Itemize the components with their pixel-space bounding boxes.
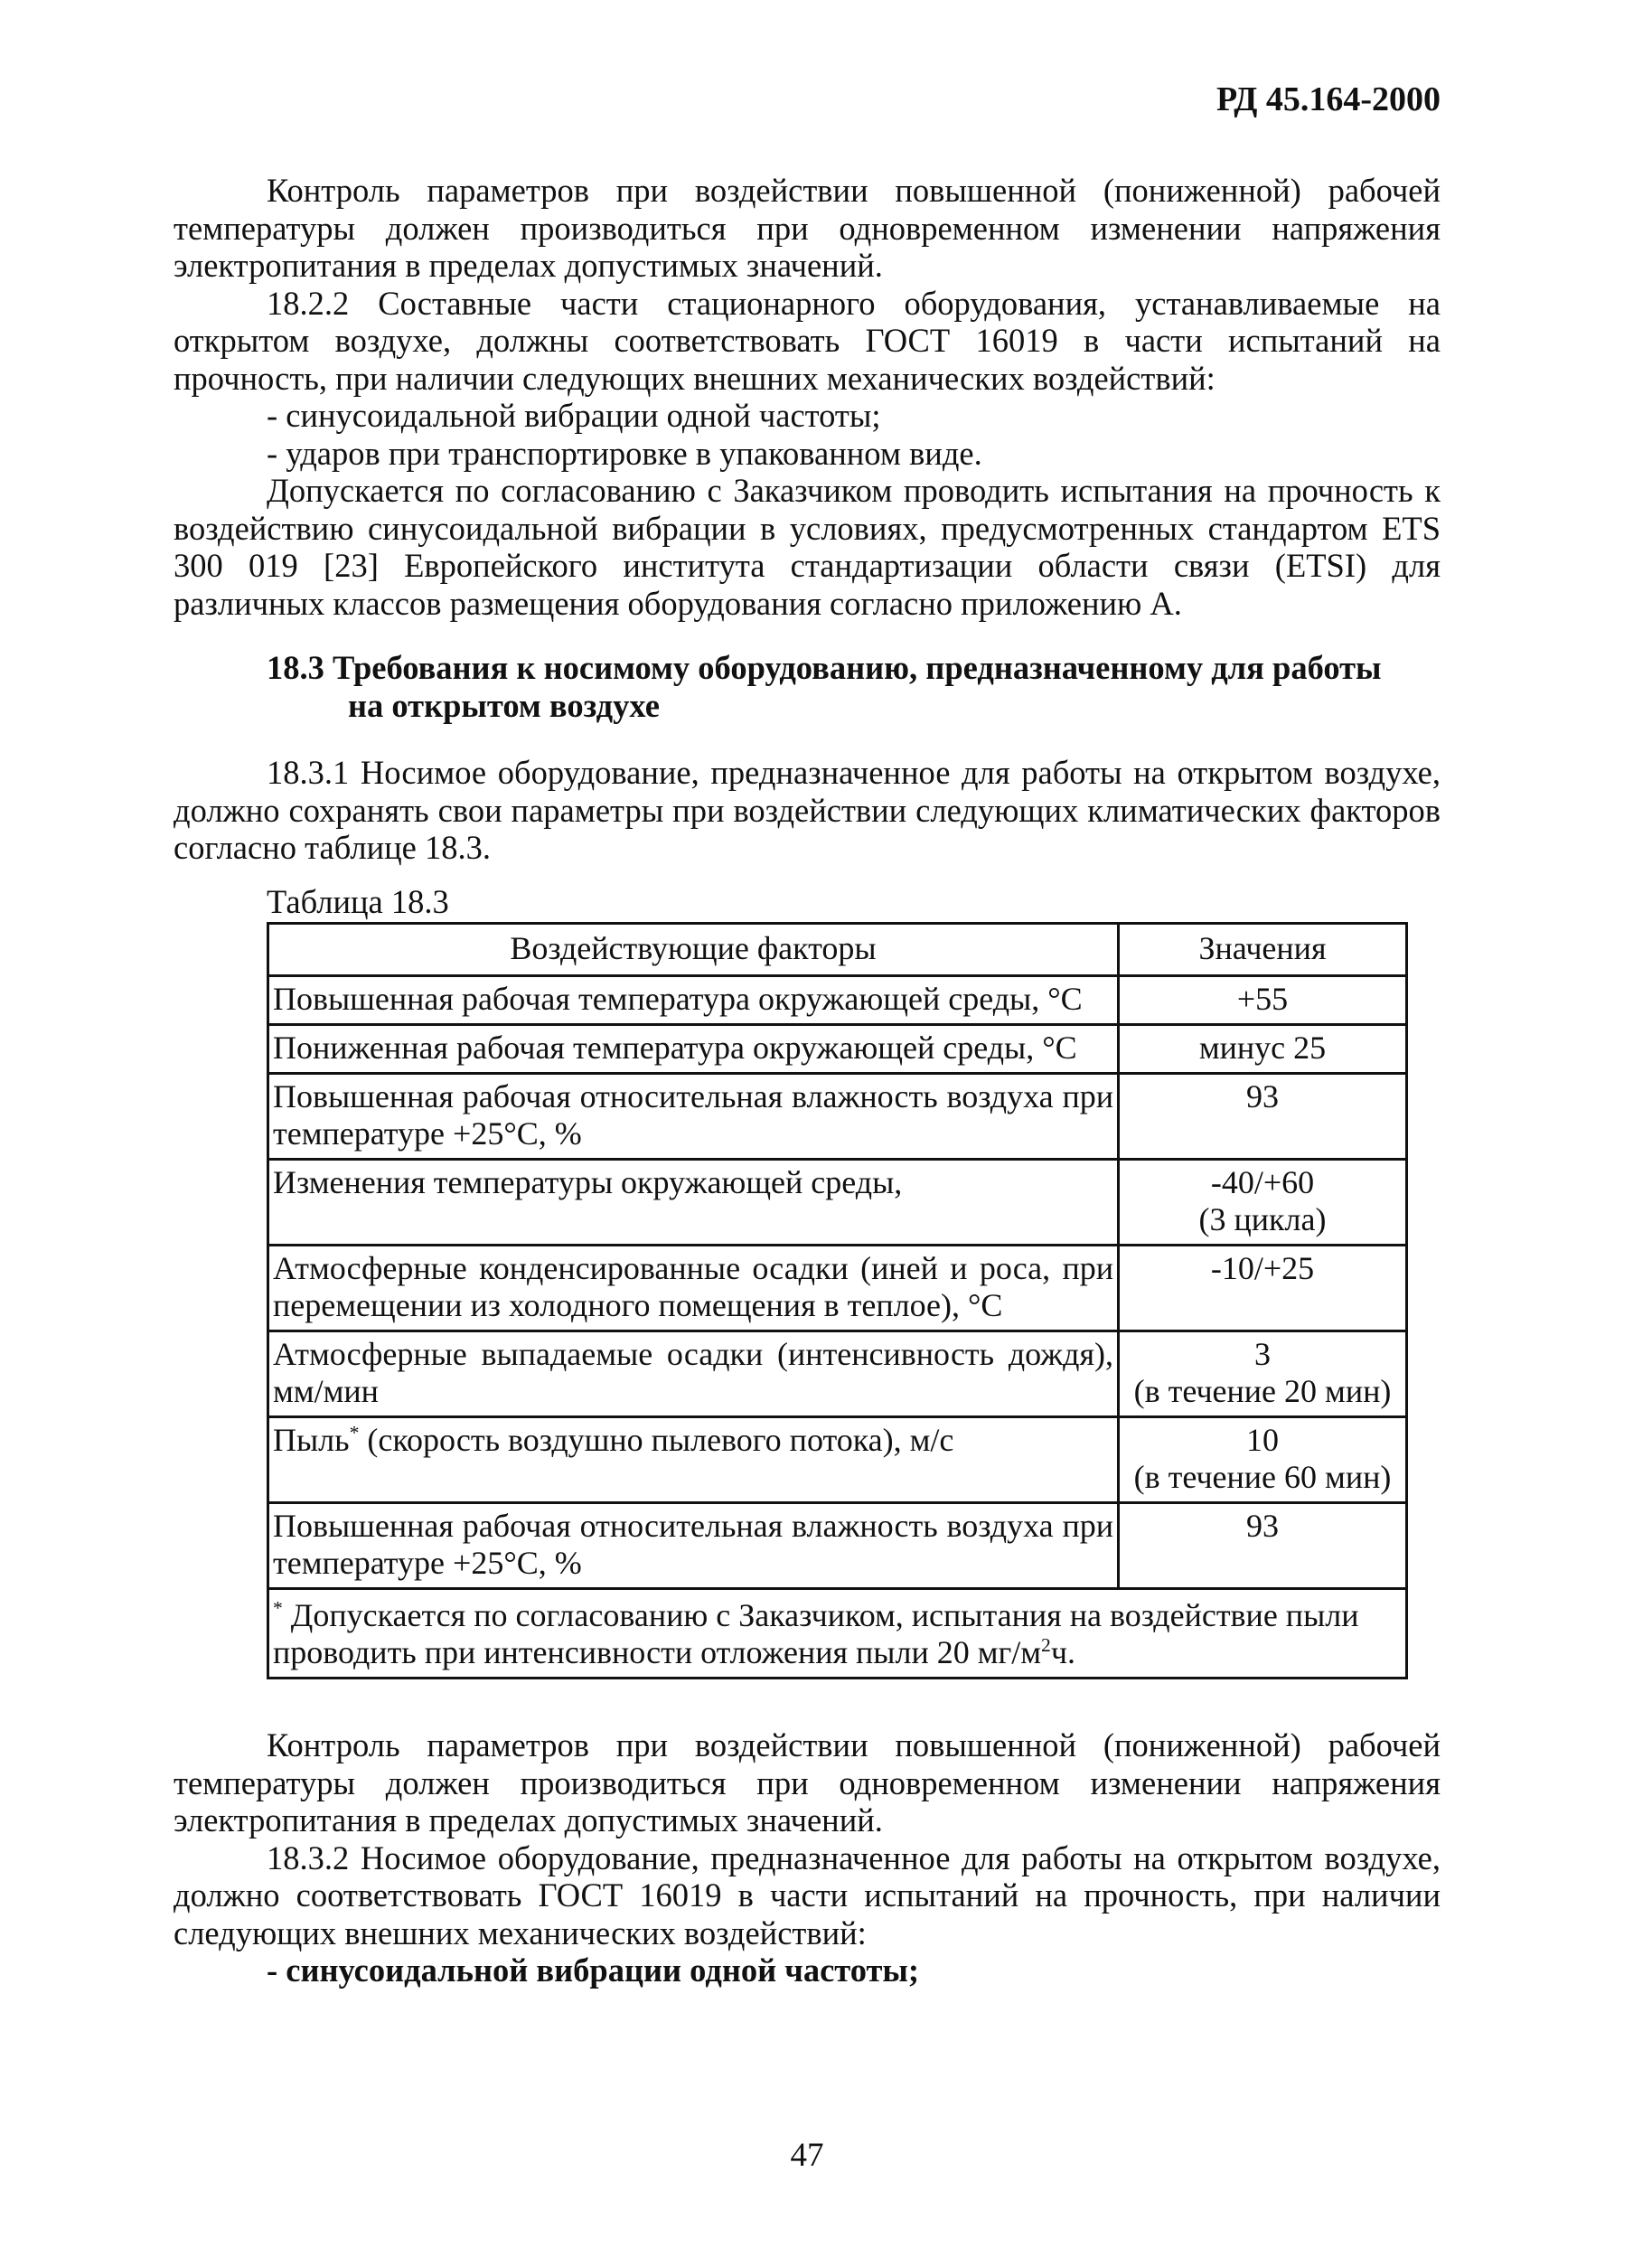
value-cell [1119,1160,1407,1246]
factor-cell [268,1417,1119,1503]
table-row [268,1417,1407,1503]
value-main: 93 [1246,1078,1279,1114]
table-row [268,1331,1407,1417]
list-item: - синусоидальной вибрации одной частоты; [267,397,881,434]
factors-table [267,922,1408,1679]
value-main: +55 [1236,981,1289,1017]
value-cell [1119,1025,1407,1074]
table-row [268,976,1407,1025]
value-main: 10 [1246,1422,1279,1458]
paragraph-temperature-control-2: Контроль параметров при воздействии повышенной (пониженной) рабочей температуры должен производиться при одновременном изменении напряжения электропитания в пределах допустимых значений. [174,1726,1441,1839]
factor-dust-detail: (скорость воздушно пылевого потока), м/с [359,1422,954,1458]
value-main: 93 [1246,1508,1279,1544]
factor-cell: Повышенная рабочая температура окружающей среды, °С [268,976,1119,1025]
footnote-marker: * [273,1597,283,1619]
section-heading-18-3 [174,649,1441,725]
value-note: (в течение 60 мин) [1133,1459,1392,1495]
footnote-marker: * [349,1422,360,1444]
table-row [268,1246,1407,1331]
value-cell [1119,1503,1407,1589]
value-main: минус 25 [1198,1030,1327,1066]
column-header-values: Значения [1119,924,1407,976]
paragraph-18-3-1: 18.3.1 Носимое оборудование, предназначенное для работы на открытом воздухе, должно сохранять свои параметры при воздействии следующих климатических факторов согласно таблице 18.3. [174,754,1441,866]
value-note: (в течение 20 мин) [1133,1373,1392,1409]
factor-cell: Изменения температуры окружающей среды, [268,1160,1119,1246]
paragraph-18-2-2: 18.2.2 Составные части стационарного оборудования, устанавливаемые на открытом воздухе, должны соответствовать ГОСТ 16019 в части испытаний на прочность, при наличии следующих внешних механических воздействий: [174,284,1441,397]
paragraph-temperature-control: Контроль параметров при воздействии повышенной (пониженной) рабочей температуры должен производиться при одновременном изменении напряжения электропитания в пределах допустимых значений. [174,172,1441,284]
value-cell [1119,1074,1407,1160]
section-heading-line2: на открытом воздухе [348,687,660,724]
value-note: (3 цикла) [1198,1201,1327,1237]
factor-cell: Повышенная рабочая относительная влажность воздуха при температуре +25°С, % [268,1074,1119,1160]
table-footnote-row [268,1589,1407,1679]
table-row [268,1025,1407,1074]
factor-cell: Повышенная рабочая относительная влажность воздуха при температуре +25°С, % [268,1503,1119,1589]
value-cell [1119,1246,1407,1331]
document-body [174,172,1441,1989]
value-cell [1119,976,1407,1025]
footnote-superscript: 2 [1041,1634,1051,1656]
table-row [268,1503,1407,1589]
footnote-unit-end: ч. [1050,1634,1075,1670]
list-item: - ударов при транспортировке в упакованном виде. [267,434,982,472]
list-item: - синусоидальной вибрации одной частоты; [267,1951,920,1989]
paragraph-ets-testing: Допускается по согласованию с Заказчиком проводить испытания на прочность к воздействию синусоидальной вибрации в условиях, предусмотренных стандартом ETS 300 019 [23] Европейского института стандартизации области связи (ETSI) для различных классов размещения оборудования согласно приложению А. [174,472,1441,622]
paragraph-18-3-2: 18.3.2 Носимое оборудование, предназначенное для работы на открытом воздухе, должно соответствовать ГОСТ 16019 в части испытаний на прочность, при наличии следующих внешних механических воздействий: [174,1839,1441,1951]
document-code: РД 45.164-2000 [1216,80,1441,118]
factor-cell: Пониженная рабочая температура окружающей среды, °С [268,1025,1119,1074]
section-heading-line1: 18.3 Требования к носимому оборудованию, предназначенному для работы [267,649,1382,686]
table-caption: Таблица 18.3 [267,882,449,920]
footnote-text: Допускается по согласованию с Заказчиком, испытания на воздействие пыли проводить при интенсивности отложения пыли 20 мг/м [273,1597,1359,1670]
value-cell [1119,1331,1407,1417]
page-number: 47 [790,2137,824,2174]
column-header-factors: Воздействующие факторы [268,924,1119,976]
value-main: -10/+25 [1210,1250,1315,1286]
table-row [268,1160,1407,1246]
value-main: 3 [1254,1336,1271,1372]
table-row [268,1074,1407,1160]
value-cell [1119,1417,1407,1503]
factor-cell: Атмосферные конденсированные осадки (иней и роса, при перемещении из холодного помещения в теплое), °С [268,1246,1119,1331]
value-main: -40/+60 [1210,1164,1315,1200]
factor-cell: Атмосферные выпадаемые осадки (интенсивность дождя), мм/мин [268,1331,1119,1417]
table-header-row [268,924,1407,976]
factor-dust-label: Пыль [273,1422,350,1458]
table-footnote [268,1589,1407,1679]
